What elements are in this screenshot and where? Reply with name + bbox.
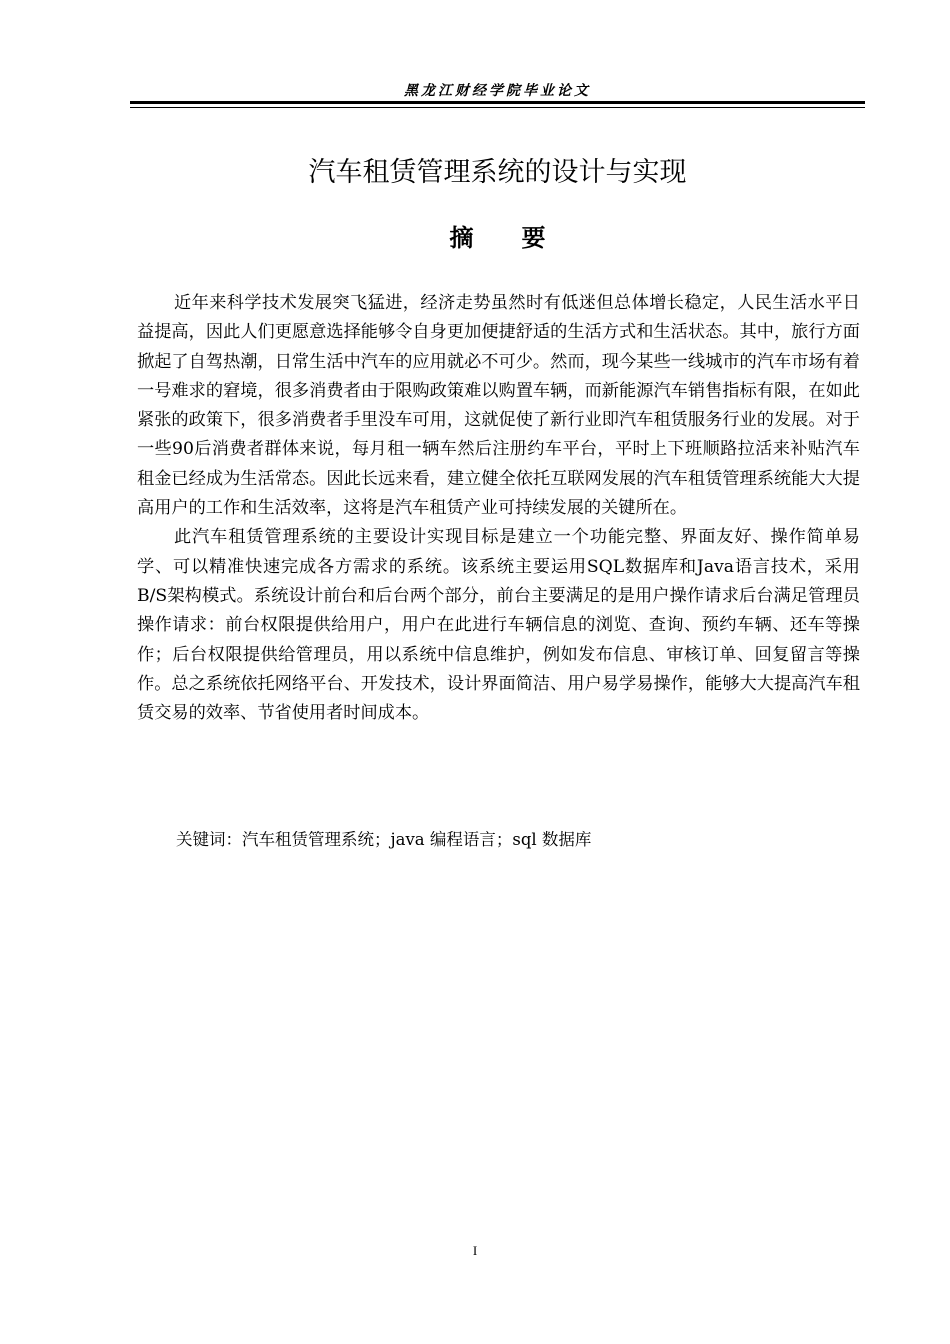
header-rule-thick	[130, 101, 865, 104]
keywords-line	[176, 826, 591, 850]
abstract-paragraph-2: 此汽车租赁管理系统的主要设计实现目标是建立一个功能完整、界面友好、操作简单易学、可以精准快速完成各方需求的系统。该系统主要运用SQL数据库和Java语言技术，采用B/S架构模式。系统设计前台和后台两个部分，前台主要满足的是用户操作请求后台满足管理员操作请求：前台权限提供给用户，用户在此进行车辆信息的浏览、查询、预约车辆、还车等操作；后台权限提供给管理员，用以系统中信息维护，例如发布信息、审核订单、回复留言等操作。总之系统依托网络平台、开发技术，设计界面简洁、用户易学易操作，能够大大提高汽车租赁交易的效率、节省使用者时间成本。	[137, 527, 860, 724]
abstract-heading-char-1: 摘	[449, 224, 474, 252]
page-number: I	[472, 1243, 478, 1258]
keywords-text: 汽车租赁管理系统；java 编程语言；sql 数据库	[242, 830, 592, 849]
abstract-paragraph-1: 近年来科学技术发展突飞猛进，经济走势虽然时有低迷但总体增长稳定，人民生活水平日益提高，因此人们更愿意选择能够令自身更加便捷舒适的生活方式和生活状态。其中，旅行方面掀起了自驾热潮，日常生活中汽车的应用就必不可少。然而，现今某些一线城市的汽车市场有着一号难求的窘境，很多消费者由于限购政策难以购置车辆，而新能源汽车销售指标有限，在如此紧张的政策下，很多消费者手里没车可用，这就促使了新行业即汽车租赁服务行业的发展。对于一些90后消费者群体来说，每月租一辆车然后注册约车平台，平时上下班顺路拉活来补贴汽车租金已经成为生活常态。因此长远来看，建立健全依托互联网发展的汽车租赁管理系统能大大提高用户的工作和生活效率，这将是汽车租赁产业可持续发展的关键所在。	[137, 293, 860, 519]
document-title: 汽车租赁管理系统的设计与实现	[308, 157, 687, 188]
running-header: 黑龙江财经学院毕业论文	[404, 83, 591, 99]
keywords-label: 关键词：	[176, 830, 242, 849]
header-rule-thin	[130, 107, 865, 108]
abstract-body	[137, 289, 860, 728]
abstract-heading	[130, 218, 865, 253]
abstract-heading-char-2: 要	[521, 224, 546, 252]
